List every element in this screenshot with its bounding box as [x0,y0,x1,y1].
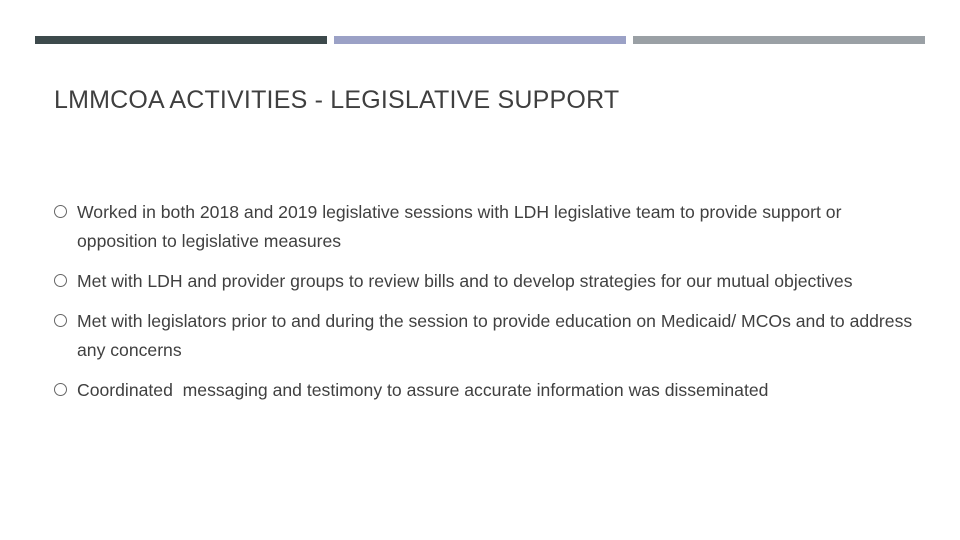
circle-bullet-icon [54,274,67,287]
accent-bar-dark [35,36,327,44]
bullet-text: Met with legislators prior to and during the session to provide education on Medicaid/ MCOs and to address any concerns [77,311,913,360]
circle-bullet-icon [54,383,67,396]
bullet-text: Coordinated messaging and testimony to assure accurate information was disseminated [77,380,769,400]
circle-bullet-icon [54,205,67,218]
bullet-list [54,198,914,416]
bullet-text: Met with LDH and provider groups to review bills and to develop strategies for our mutual objectives [77,271,853,291]
circle-bullet-icon [54,314,67,327]
accent-bar-gray [633,36,925,44]
accent-bar-lavender [334,36,626,44]
bullet-item [54,198,914,256]
slide-title: LMMCOA ACTIVITIES - LEGISLATIVE SUPPORT [54,86,620,114]
bullet-item [54,376,914,405]
bullet-item [54,267,914,296]
bullet-text: Worked in both 2018 and 2019 legislative sessions with LDH legislative team to provide support or opposition to legislative measures [77,202,842,251]
bullet-item [54,307,914,365]
